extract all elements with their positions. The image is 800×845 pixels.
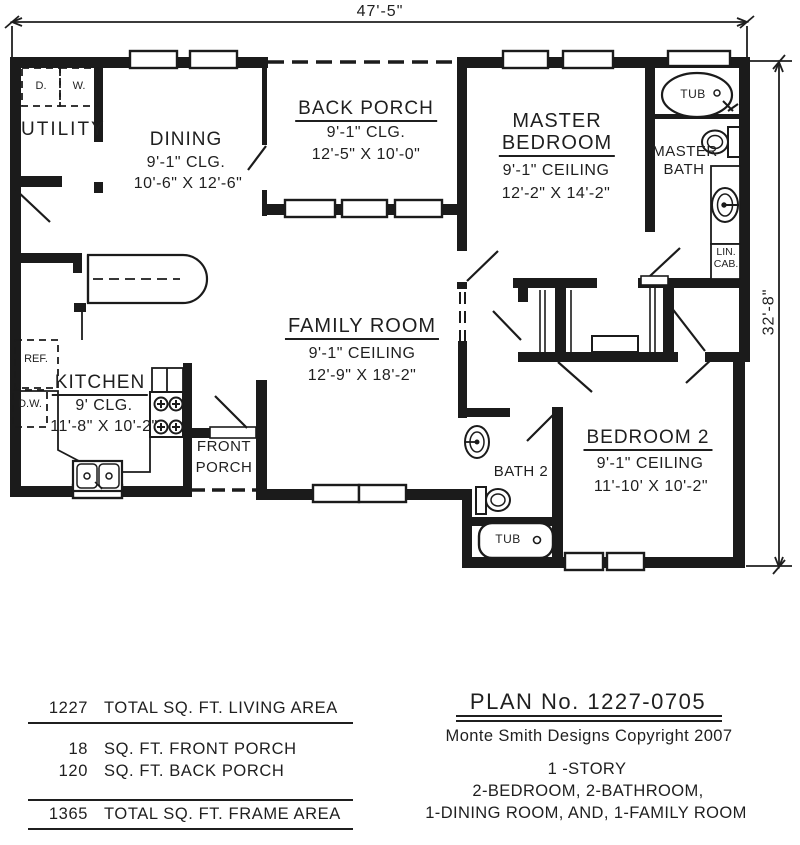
summary-value-front-porch: 18: [68, 740, 88, 758]
room-label-utility: UTILITY: [21, 119, 106, 140]
dryer-label: D.: [35, 80, 47, 92]
dishwasher-label: D.W.: [18, 398, 42, 410]
copyright-line: Monte Smith Designs Copyright 2007: [445, 727, 733, 745]
dining-ceiling: 9'-1" CLG.: [146, 154, 226, 171]
washer-label: W.: [72, 80, 86, 92]
room-label-master-bath-1: MASTER: [652, 143, 718, 160]
title-line-1: 1 -STORY: [547, 760, 627, 778]
bedroom-2-ceiling: 9'-1" CEILING: [596, 455, 704, 472]
linen-cab-label-1: LIN.: [716, 246, 736, 258]
room-label-front-porch-2: PORCH: [195, 459, 253, 476]
dining-porch-door: [248, 146, 266, 170]
summary-rule-3: [28, 828, 353, 830]
back-porch-ceiling: 9'-1" CLG.: [326, 124, 406, 141]
room-label-kitchen: KITCHEN: [52, 372, 148, 396]
front-door: [215, 396, 247, 428]
dimension-line-top: [5, 16, 754, 57]
title-line-3: 1-DINING ROOM, AND, 1-FAMILY ROOM: [425, 804, 747, 822]
family-room-size: 12'-9" X 18'-2": [307, 367, 417, 384]
room-label-master-bedroom-2: BEDROOM: [499, 132, 615, 157]
kitchen-size: 11'-8" X 10'-2": [50, 418, 158, 435]
back-porch-size: 12'-5" X 10'-0": [311, 146, 421, 163]
pedestal-sink-icon: [465, 426, 489, 458]
room-label-bath-2: BATH 2: [493, 463, 549, 480]
room-label-family-room: FAMILY ROOM: [285, 315, 439, 340]
island-counter: [82, 255, 207, 340]
room-label-dining: DINING: [149, 129, 223, 150]
title-line-2: 2-BEDROOM, 2-BATHROOM,: [472, 782, 704, 800]
summary-label-back-porch: SQ. FT. BACK PORCH: [104, 762, 285, 780]
hall-tub-label: TUB: [495, 532, 521, 546]
top-dimension-label: 47'-5": [356, 3, 404, 20]
room-label-back-porch: BACK PORCH: [295, 98, 437, 122]
summary-label-front-porch: SQ. FT. FRONT PORCH: [104, 740, 297, 758]
hall-door: [493, 311, 521, 340]
room-label-master-bath-2: BATH: [663, 161, 705, 178]
kitchen-sink-icon: [73, 461, 122, 491]
room-label-bedroom-2: BEDROOM 2: [583, 427, 712, 451]
summary-rule-2: [28, 799, 353, 801]
toilet2-icon: [476, 487, 510, 514]
dining-size: 10'-6" X 12'-6": [133, 175, 243, 192]
master-bedroom-size: 12'-2" X 14'-2": [501, 185, 611, 202]
plan-number-underline-1: [456, 715, 722, 717]
porch-dashed-edges: [192, 62, 457, 490]
summary-rule-1: [28, 722, 353, 724]
bath2-door: [527, 412, 556, 441]
summary-label-living: TOTAL SQ. FT. LIVING AREA: [104, 699, 338, 717]
hall-closet-door: [558, 362, 592, 392]
linen-cab-label-2: CAB.: [713, 258, 739, 270]
utility-door: [16, 190, 50, 222]
summary-value-frame: 1365: [48, 805, 88, 823]
plan-number-underline-2: [456, 720, 722, 722]
family-room-ceiling: 9'-1" CEILING: [308, 345, 416, 362]
cased-opening-dashes: [460, 292, 465, 341]
master-bath-door: [650, 248, 680, 276]
refrigerator-label: REF.: [24, 353, 48, 365]
bedroom-2-size: 11'-10' X 10'-2": [593, 478, 709, 495]
vanity-sink-icon: [711, 166, 740, 244]
summary-value-back-porch: 120: [58, 762, 88, 780]
master-tub-label: TUB: [680, 87, 706, 101]
plan-number: PLAN No. 1227-0705: [469, 689, 707, 714]
alcove-door: [671, 307, 705, 351]
room-label-front-porch-1: FRONT: [196, 438, 252, 455]
master-bedroom-door: [467, 251, 498, 281]
summary-value-living: 1227: [48, 699, 88, 717]
master-bedroom-ceiling: 9'-1" CEILING: [502, 162, 610, 179]
bedroom2-door: [686, 358, 713, 383]
summary-label-frame: TOTAL SQ. FT. FRAME AREA: [104, 805, 341, 823]
kitchen-ceiling: 9' CLG.: [75, 397, 133, 414]
room-label-master-bedroom-1: MASTER: [512, 110, 602, 132]
right-dimension-label: 32'-8": [760, 288, 778, 336]
